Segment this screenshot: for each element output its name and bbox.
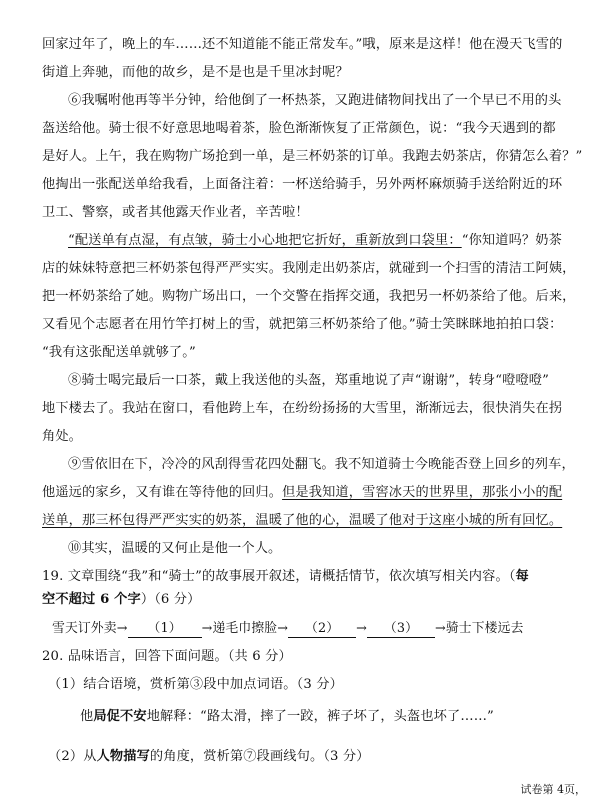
passage-line: 街道上奔驰，而他的故乡，是不是也是千里冰封呢？ xyxy=(42,65,349,80)
question-20-sub2: （2）从人物描写的角度，赏析第⑦段画线句。（3 分） xyxy=(48,749,370,764)
passage-line: 他掏出一张配送单给我看，上面备注着：一杯送给骑手，另外两杯麻烦骑手送给附近的环 xyxy=(42,177,563,192)
flow-step-1: 雪天订外卖→ xyxy=(52,621,128,636)
question-20-stem: 20. 品味语言，回答下面问题。（共 6 分） xyxy=(42,649,292,664)
paragraph-6: ⑥我嘱咐他再等半分钟，给他倒了一杯热茶，又跑进储物间找出了一个早已不用的头 xyxy=(68,93,562,108)
passage-line: “我有这张配送单就够了。” xyxy=(42,345,196,360)
dotted-phrase: 局促不安 xyxy=(93,709,147,724)
question-19-flow xyxy=(52,619,597,639)
question-19-stem: 19. 文章围绕“我”和“骑士”的故事展开叙述，请概括情节，依次填写相关内容。（每 xyxy=(42,569,529,584)
passage-line: 把一杯奶茶给了她。购物广场出口，一个交警在指挥交通，我把另一杯奶茶给了他。后来， xyxy=(42,289,576,304)
question-19-stem-cont: 空不超过 6 个字）（6 分） xyxy=(42,592,201,607)
question-20-sub1: （1）结合语境，赏析第③段中加点词语。（3 分） xyxy=(48,677,343,692)
paragraph-7 xyxy=(68,231,590,251)
question-20-quote: 他局促不安地解释：“路太滑，摔了一跤，裤子坏了，头盔也坏了……” xyxy=(80,709,494,724)
paragraph-8: ⑧骑士喝完最后一口茶，戴上我送他的头盔，郑重地说了声“谢谢”，转身“噔噔噔” xyxy=(68,373,550,388)
paragraph-10: ⑩其实，温暖的又何止是他一个人。 xyxy=(68,541,282,556)
flow-arrow: → xyxy=(356,621,367,636)
passage-line: 是好人。上午，我在购物广场抢到一单，是三杯奶茶的订单。我跑去奶茶店，你猜怎么着？” xyxy=(42,149,583,164)
answer-blank-1[interactable]: （1） xyxy=(128,620,202,638)
passage-line: 店的妹妹特意把三杯奶茶包得严严实实。我刚走出奶茶店，就碰到一个扫雪的清洁工阿姨， xyxy=(42,261,576,276)
passage-text: “你知道吗？奶茶 xyxy=(461,233,562,248)
page-footer: 试卷第 4页， xyxy=(520,783,586,796)
flow-step-4: →骑士下楼远去 xyxy=(434,621,524,636)
answer-blank-2[interactable]: （2） xyxy=(288,620,356,638)
passage-line: 地下楼去了。我站在窗口，看他跨上车，在纷纷扬扬的大雪里，渐渐远去，很快消失在拐 xyxy=(42,401,563,416)
answer-blank-3[interactable]: （3） xyxy=(367,620,435,638)
paragraph-9: ⑨雪依旧在下，冷冷的风刮得雪花四处翻飞。我不知道骑士今晚能否登上回乡的列车， xyxy=(68,457,575,472)
passage-line: 回家过年了，晚上的车……还不知道能不能正常发车。”哦，原来是这样！他在漫天飞雪的 xyxy=(42,37,563,52)
underlined-sentence: 但是我知道，雪窖冰天的世界里，那张小小的配 xyxy=(282,485,563,500)
passage-line: 盔送给他。骑士很不好意思地喝着茶，脸色渐渐恢复了正常颜色，说：“我今天遇到的都 xyxy=(42,121,556,136)
underlined-sentence: 送单，那三杯包得严严实实的奶茶，温暖了他的心，温暖了他对于这座小城的所有回忆。 xyxy=(42,513,563,528)
passage-line xyxy=(42,483,590,503)
passage-line: 又看见个志愿者在用竹竿打树上的雪，就把第三杯奶茶给了他。”骑士笑眯眯地拍拍口袋： xyxy=(42,317,563,332)
flow-step-2: →递毛巾擦脸→ xyxy=(201,621,289,636)
passage-line: 角处。 xyxy=(42,429,83,444)
passage-text: 他遥远的家乡，又有谁在等待他的回归。 xyxy=(42,485,283,500)
underlined-sentence: “配送单有点湿，有点皱，骑士小心地把它折好，重新放到口袋里： xyxy=(68,233,462,248)
passage-line: 卫工、警察，或者其他露天作业者，辛苦啦！ xyxy=(42,205,309,220)
